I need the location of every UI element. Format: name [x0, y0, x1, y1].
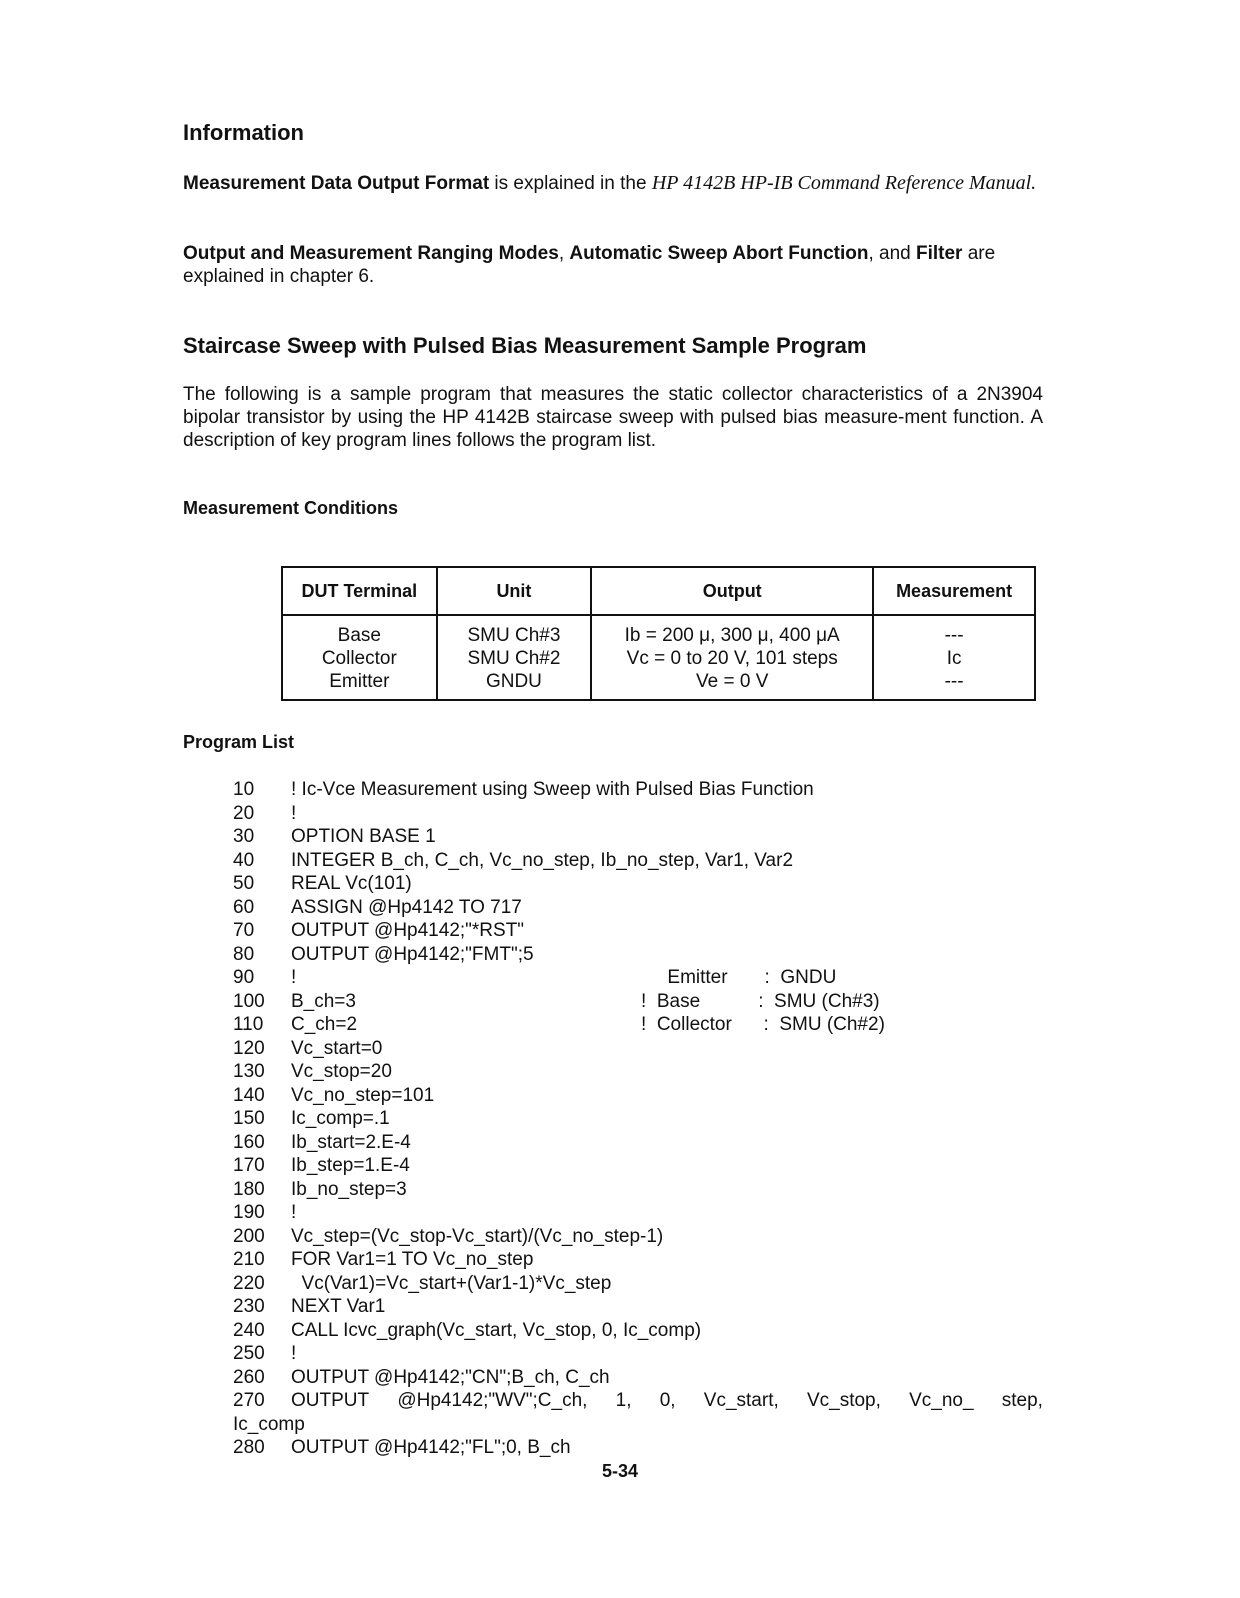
code-line	[233, 1178, 1043, 1202]
code-line	[233, 1225, 1043, 1249]
code-line	[233, 1060, 1043, 1084]
information-heading: Information	[183, 120, 304, 145]
code-line	[233, 1013, 1043, 1037]
line-number: 160	[233, 1131, 265, 1153]
line-number: 250	[233, 1343, 265, 1364]
line-number: 100	[233, 990, 265, 1012]
code-line	[233, 990, 1043, 1014]
line-number: 120	[233, 1037, 265, 1059]
table-row	[282, 615, 1035, 700]
line-number: 210	[233, 1249, 265, 1270]
measurement-cell: --- Ic ---	[873, 615, 1035, 700]
line-number: 270	[233, 1390, 265, 1411]
code-line	[233, 1201, 1043, 1225]
code-line	[233, 872, 1043, 896]
line-number: 70	[233, 920, 255, 941]
code-line	[233, 802, 1043, 826]
code-comment: ! Collector : SMU (Ch#2)	[641, 1014, 885, 1035]
code-line	[233, 1131, 1043, 1155]
column-header: Measurement	[873, 567, 1035, 615]
line-number: 170	[233, 1155, 265, 1176]
line-number: 80	[233, 943, 255, 965]
code-text: Ib_step=1.E-4	[291, 1155, 410, 1176]
code-text: !	[291, 967, 297, 988]
page-number: 5-34	[601, 1461, 639, 1481]
code-line	[233, 1084, 1043, 1108]
code-text: OUTPUT @Hp4142;"FMT";5	[291, 943, 534, 965]
code-line	[233, 1295, 1043, 1319]
code-text: OUTPUT @Hp4142;"WV";C_ch, 1, 0, Vc_start, Vc_stop, Vc_no_ step,	[291, 1390, 1043, 1411]
code-line-continuation	[233, 1413, 1043, 1437]
code-line	[233, 1366, 1043, 1390]
line-number: 40	[233, 849, 255, 871]
code-text: OPTION BASE 1	[291, 826, 436, 847]
unit-cell: SMU Ch#3 SMU Ch#2 GNDU	[437, 615, 592, 700]
code-text: CALL Icvc_graph(Vc_start, Vc_stop, 0, Ic_comp)	[291, 1319, 702, 1341]
information-paragraph-1: Measurement Data Output Format is explained in the HP 4142B HP-IB Command Reference Manual.	[183, 172, 1037, 194]
code-text: Ic_comp=.1	[291, 1108, 390, 1129]
program-list-heading: Program List	[183, 732, 295, 752]
manual-title: HP 4142B HP-IB Command Reference Manual.	[651, 172, 1037, 194]
code-line	[233, 849, 1043, 873]
line-number: 130	[233, 1061, 265, 1082]
line-number: 30	[233, 826, 255, 847]
code-line	[233, 1272, 1043, 1296]
code-text: !	[291, 1343, 297, 1364]
code-line	[233, 825, 1043, 849]
line-number: 220	[233, 1272, 265, 1294]
code-text: Ic_comp	[233, 1413, 305, 1435]
code-text: B_ch=3	[291, 990, 356, 1012]
code-line	[233, 1248, 1043, 1272]
code-text: REAL Vc(101)	[291, 873, 412, 894]
code-text: Vc_start=0	[291, 1037, 383, 1059]
code-text: ASSIGN @Hp4142 TO 717	[291, 896, 522, 918]
code-line	[233, 1107, 1043, 1131]
line-number: 200	[233, 1225, 265, 1247]
measurement-conditions-heading: Measurement Conditions	[183, 498, 399, 518]
code-line	[233, 1342, 1043, 1366]
code-comment: ! Base : SMU (Ch#3)	[641, 990, 880, 1012]
code-line	[233, 1154, 1043, 1178]
code-text: Vc_no_step=101	[291, 1084, 435, 1106]
line-number: 90	[233, 967, 255, 988]
sample-program-heading: Staircase Sweep with Pulsed Bias Measurement Sample Program	[183, 333, 867, 358]
line-number: 20	[233, 802, 255, 824]
line-number: 50	[233, 873, 255, 894]
code-line	[233, 1436, 1043, 1460]
code-line	[233, 943, 1043, 967]
code-text: NEXT Var1	[291, 1296, 386, 1317]
code-comment: Emitter : GNDU	[641, 967, 837, 988]
line-number: 190	[233, 1202, 265, 1223]
output-cell: Ib = 200 μ, 300 μ, 400 μA Vc = 0 to 20 V, 101 steps Ve = 0 V	[591, 615, 873, 700]
measurement-conditions-table	[281, 566, 1036, 701]
code-line	[233, 919, 1043, 943]
column-header: DUT Terminal	[282, 567, 437, 615]
code-text: Vc_step=(Vc_stop-Vc_start)/(Vc_no_step-1)	[291, 1225, 664, 1247]
line-number: 260	[233, 1366, 265, 1388]
table-header-row	[282, 567, 1035, 615]
information-paragraph-2: Output and Measurement Ranging Modes, Automatic Sweep Abort Function, and Filter are explained in chapter 6.	[183, 243, 996, 287]
code-line	[233, 1389, 1043, 1413]
code-line	[233, 966, 1043, 990]
sample-intro-paragraph: The following is a sample program that measures the static collector characteristics of a 2N3904 bipolar transistor by using the HP 4142B staircase sweep with pulsed bias measure-ment function. A description of key program lines follows the program list.	[183, 384, 1043, 451]
line-number: 240	[233, 1319, 265, 1341]
line-number: 230	[233, 1296, 265, 1317]
code-line	[233, 896, 1043, 920]
code-text: ! Ic-Vce Measurement using Sweep with Pulsed Bias Function	[291, 779, 814, 800]
code-line	[233, 778, 1043, 802]
code-text: OUTPUT @Hp4142;"*RST"	[291, 920, 525, 941]
code-text: !	[291, 1202, 297, 1223]
code-text: Vc(Var1)=Vc_start+(Var1-1)*Vc_step	[291, 1272, 612, 1294]
line-number: 10	[233, 779, 255, 800]
line-number: 60	[233, 896, 255, 918]
code-line	[233, 1319, 1043, 1343]
column-header: Unit	[437, 567, 592, 615]
line-number: 110	[233, 1014, 264, 1035]
code-text: Vc_stop=20	[291, 1061, 392, 1082]
code-text: C_ch=2	[291, 1014, 358, 1035]
line-number: 180	[233, 1178, 265, 1200]
code-line	[233, 1037, 1043, 1061]
program-listing	[233, 778, 1043, 1460]
code-text: OUTPUT @Hp4142;"FL";0, B_ch	[291, 1437, 571, 1458]
code-text: Ib_start=2.E-4	[291, 1131, 411, 1153]
terminal-cell: Base Collector Emitter	[282, 615, 437, 700]
line-number: 140	[233, 1084, 265, 1106]
code-text: Ib_no_step=3	[291, 1178, 407, 1200]
code-text: INTEGER B_ch, C_ch, Vc_no_step, Ib_no_step, Var1, Var2	[291, 849, 794, 871]
code-text: FOR Var1=1 TO Vc_no_step	[291, 1249, 534, 1270]
code-text: OUTPUT @Hp4142;"CN";B_ch, C_ch	[291, 1366, 610, 1388]
line-number: 280	[233, 1437, 265, 1458]
column-header: Output	[591, 567, 873, 615]
code-text: !	[291, 802, 297, 824]
line-number: 150	[233, 1108, 265, 1129]
